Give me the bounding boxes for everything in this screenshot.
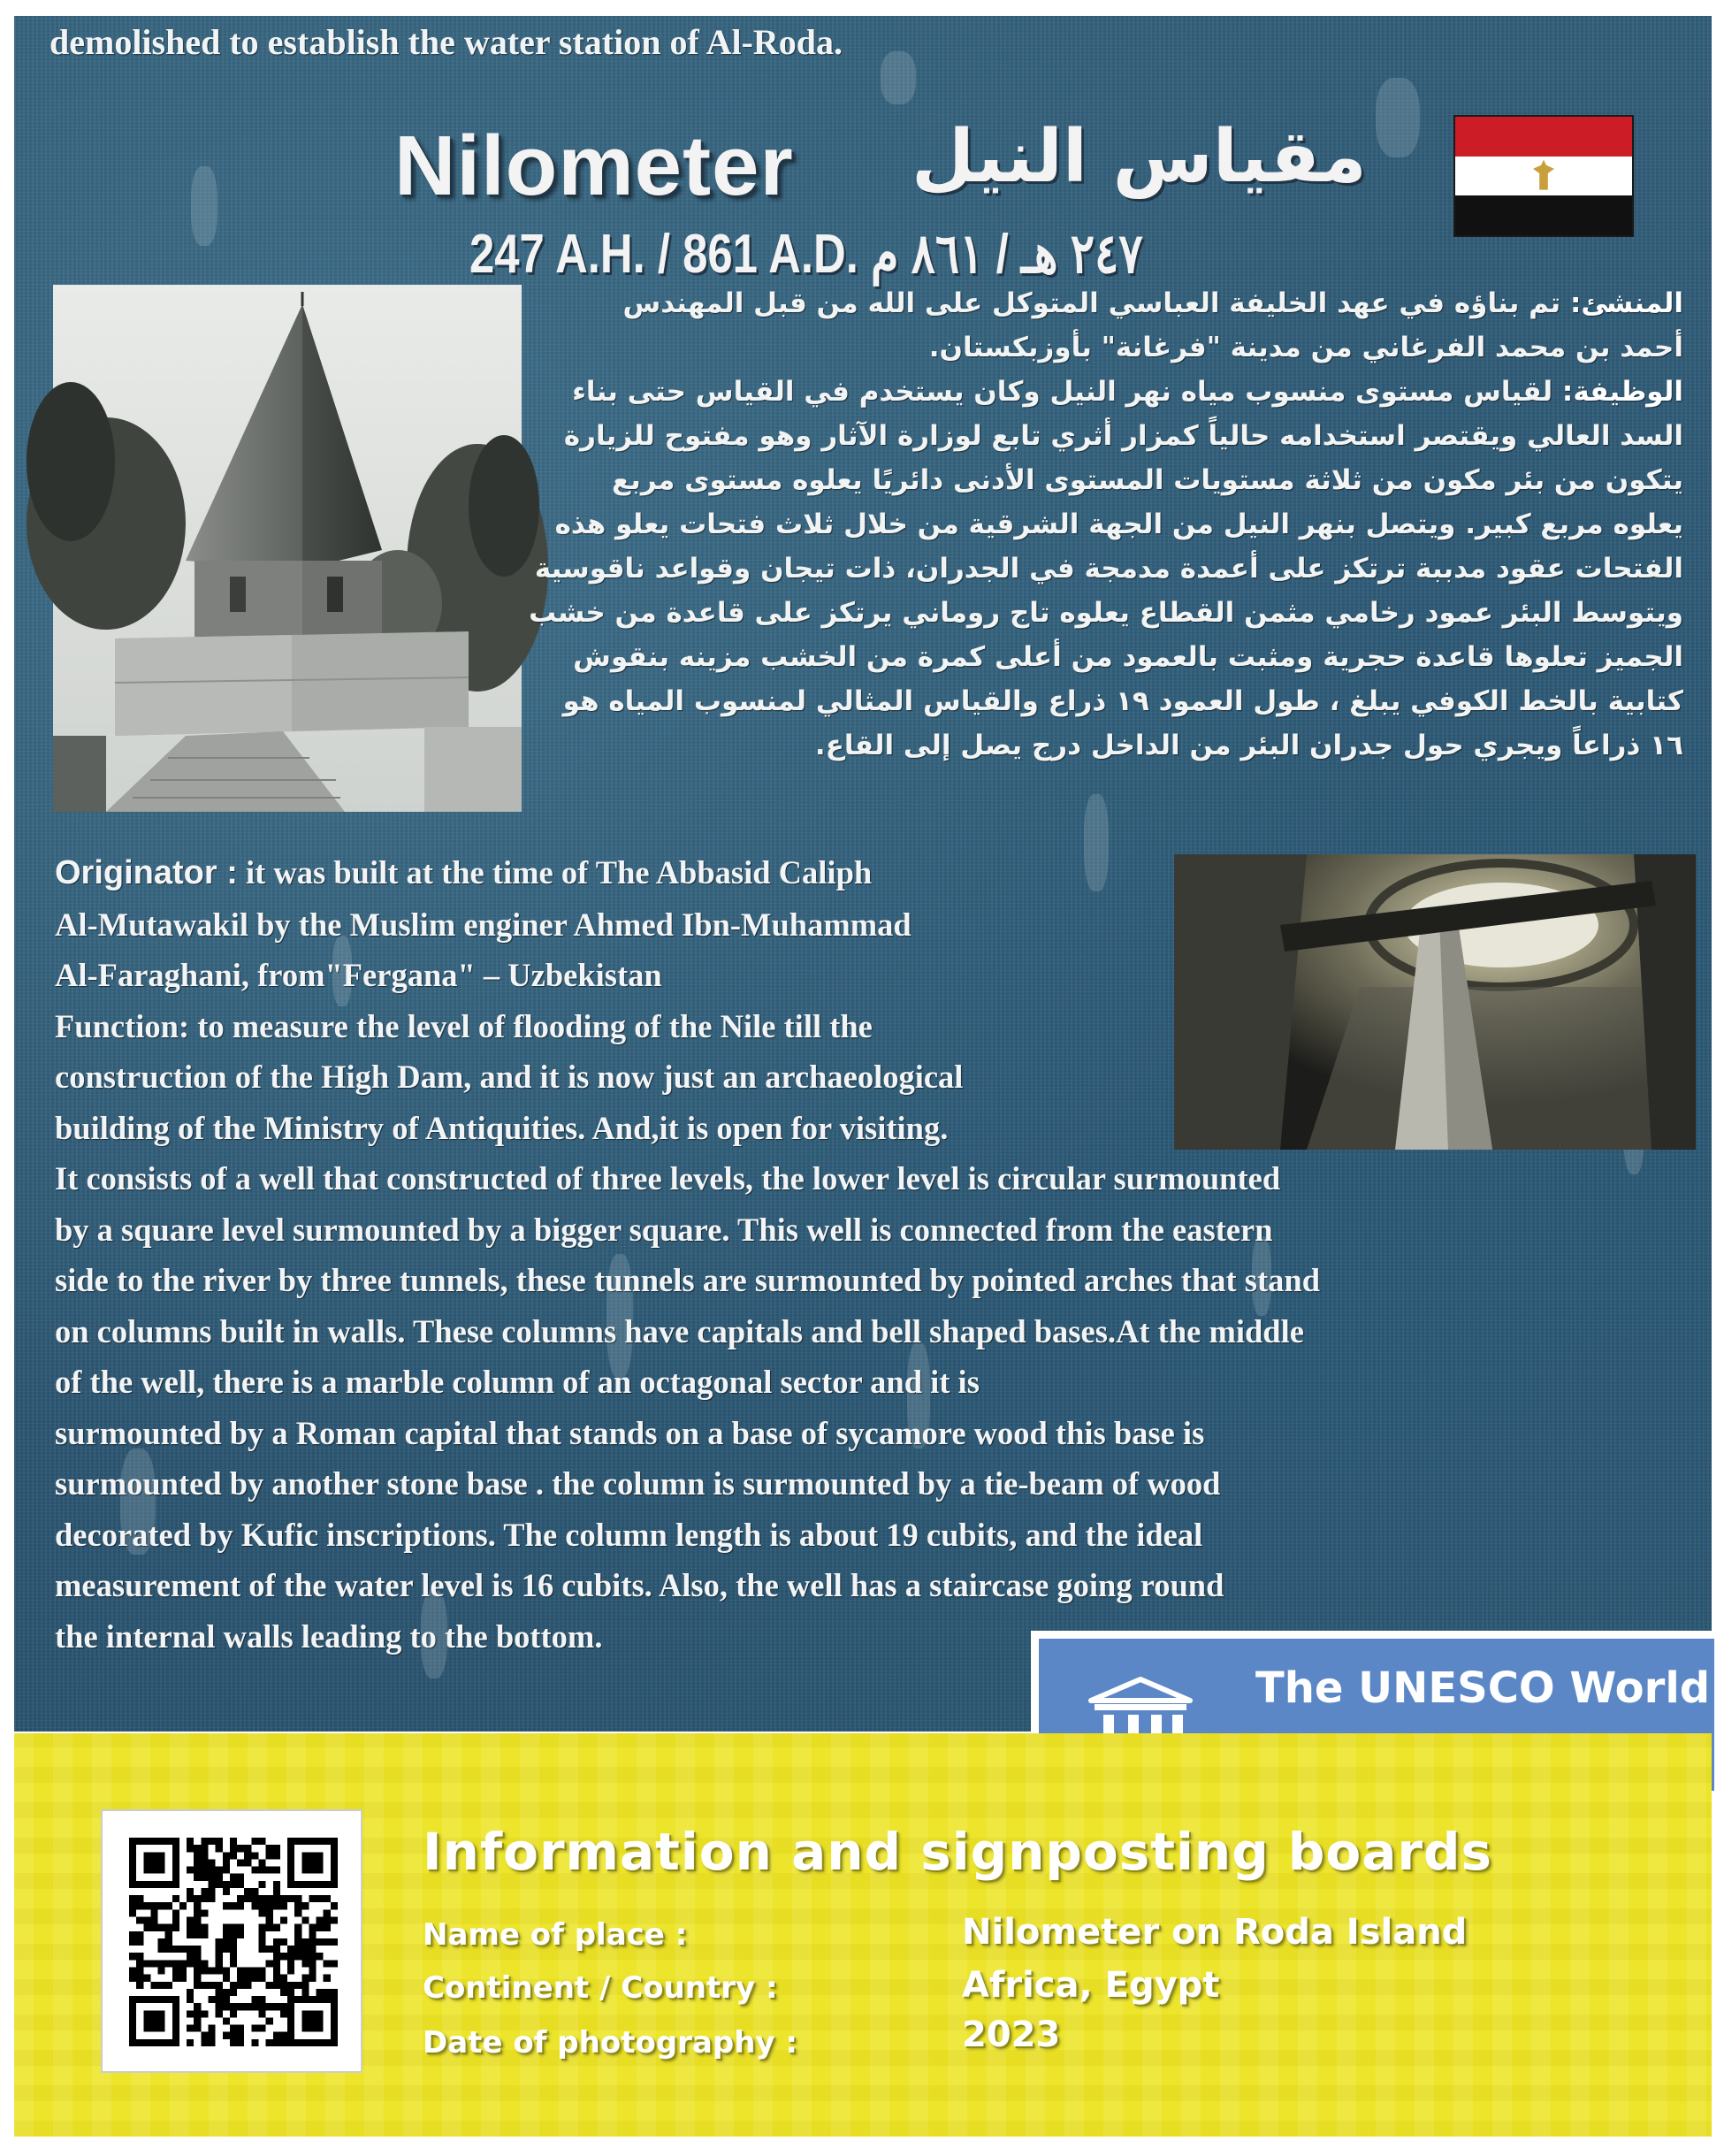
english-text: the internal walls leading to the bottom. <box>55 1617 603 1655</box>
english-line <box>55 899 1320 951</box>
english-line <box>55 950 1320 1001</box>
arabic-text: ١٦ ذراعاً ويجري حول جدران البئر من الداخل درج يصل إلى القاع. <box>814 730 1683 761</box>
english-line <box>55 1103 1320 1154</box>
arabic-line <box>536 723 1683 768</box>
english-line <box>55 1560 1320 1611</box>
continent-country-label: Continent / Country : <box>423 1970 778 2006</box>
qr-code-icon[interactable] <box>129 1838 338 2046</box>
name-of-place-value: Nilometer on Roda Island <box>962 1912 1468 1953</box>
arabic-text: لقياس مستوى منسوب مياه نهر النيل وكان يستخدم في القياس حتى بناء <box>572 376 1562 408</box>
arabic-text: يعلوه مربع كبير. ويتصل بنهر النيل من الجهة الشرقية من خلال ثلاث فتحات يعلو هذه <box>554 508 1683 540</box>
english-line <box>55 1204 1320 1256</box>
unesco-title: The UNESCO World <box>1255 1663 1711 1713</box>
arabic-label: الوظيفة: <box>1561 376 1683 408</box>
english-text: measurement of the water level is 16 cubits. Also, the well has a staircase going round <box>55 1567 1224 1603</box>
arabic-line <box>536 679 1683 723</box>
english-description <box>55 847 1320 1662</box>
nilometer-exterior-photo <box>53 285 522 812</box>
english-line <box>55 1306 1320 1357</box>
english-label: Originator : <box>55 854 238 891</box>
arabic-text: يتكون من بئر مكون من ثلاثة مستويات المستوى الأدنى دائريًا يعلوه مستوى مربع <box>612 464 1683 496</box>
english-line <box>55 1255 1320 1306</box>
english-text: it was built at the time of The Abbasid Caliph <box>237 854 873 891</box>
arabic-line <box>536 547 1683 591</box>
arabic-text: الفتحات عقود مدببة ترتكز على أعمدة مدمجة في الجدران، ذات تيجان وقواعد ناقوسية <box>534 553 1683 585</box>
eagle-icon <box>1533 160 1554 190</box>
english-text: Al-Faraghani, from"Fergana" – Uzbekistan <box>55 957 662 993</box>
arabic-description <box>529 281 1683 768</box>
name-of-place-label: Name of place : <box>423 1917 688 1953</box>
english-text: It consists of a well that constructed of three levels, the lower level is circular surmounted <box>55 1160 1281 1197</box>
arabic-line <box>529 591 1683 635</box>
arabic-line <box>536 281 1683 325</box>
arabic-line <box>536 370 1683 414</box>
english-line <box>55 1051 1320 1103</box>
arabic-line <box>536 635 1683 679</box>
arabic-text: كتابية بالخط الكوفي يبلغ ، طول العمود ١٩ ذراع والقياس المثالي لمنسوب المياه هو <box>562 685 1683 717</box>
english-text: Al-Mutawakil by the Muslim enginer Ahmed Ibn-Muhammad <box>55 906 912 943</box>
english-text: surmounted by another stone base . the column is surmounted by a tie-beam of wood <box>55 1465 1221 1502</box>
english-line <box>55 1458 1320 1510</box>
english-text: building of the Ministry of Antiquities. And,it is open for visiting. <box>55 1109 949 1146</box>
arabic-text: السد العالي ويقتصر استخدامه حالياً كمزار أثري تابع لوزارة الآثار وهو مفتوح للزيارة <box>563 420 1683 452</box>
arabic-line <box>536 414 1683 458</box>
english-text: of the well, there is a marble column of an octagonal sector and it is <box>55 1364 980 1400</box>
qr-frame <box>101 1809 362 2073</box>
english-text: by a square level surmounted by a bigger square. This well is connected from the eastern <box>55 1211 1273 1248</box>
weathering-mark <box>1376 78 1420 157</box>
continent-country-value: Africa, Egypt <box>962 1965 1220 2006</box>
english-line <box>55 1153 1320 1204</box>
sign-title-arabic: مقياس النيل <box>912 115 1367 199</box>
sign-title-english: Nilometer <box>394 119 794 213</box>
english-text: side to the river by three tunnels, these tunnels are surmounted by pointed arches that stand <box>55 1262 1321 1298</box>
date-of-photography-value: 2023 <box>962 2015 1061 2055</box>
weathering-mark <box>881 51 916 104</box>
arabic-text: أحمد بن محمد الفرغاني من مدينة "فرغانة" بأوزبكستان. <box>928 332 1683 363</box>
english-text: surmounted by a Roman capital that stands on a base of sycamore wood this base is <box>55 1414 1205 1451</box>
footer-heading: Information and signposting boards <box>423 1822 1493 1882</box>
sign-date-line: 247 A.H. / 861 A.D. ٢٤٧ هـ / ٨٦١ م <box>469 224 1143 285</box>
english-text: decorated by Kufic inscriptions. The column length is about 19 cubits, and the ideal <box>55 1516 1203 1553</box>
arabic-text: تم بناؤه في عهد الخليفة العباسي المتوكل على الله من قبل المهندس <box>622 287 1570 319</box>
sign-top-line: demolished to establish the water station of Al-Roda. <box>50 22 843 62</box>
english-text: Function: to measure the level of flooding of the Nile till the <box>55 1007 873 1044</box>
english-text: construction of the High Dam, and it is now just an archaeological <box>55 1059 964 1095</box>
arabic-line <box>536 502 1683 547</box>
arabic-line <box>536 325 1683 370</box>
arabic-text: ويتوسط البئر عمود رخامي مثمن القطاع يعلوه تاج روماني يرتكز على قاعدة من خشب <box>529 597 1683 629</box>
english-text: on columns built in walls. These columns have capitals and bell shaped bases.At the middle <box>55 1312 1304 1349</box>
egypt-flag-icon <box>1453 115 1634 237</box>
arabic-label: المنشئ: <box>1569 287 1683 319</box>
arabic-line <box>536 458 1683 502</box>
english-line <box>55 1357 1320 1408</box>
english-line <box>55 1001 1320 1052</box>
info-footer <box>14 1733 1712 2137</box>
weathering-mark <box>191 166 217 246</box>
english-line <box>55 847 1320 899</box>
english-line <box>55 1510 1320 1561</box>
arabic-text: الجميز تعلوها قاعدة حجرية ومثبت بالعمود من أعلى كمرة من الخشب مزينه بنقوش <box>573 641 1683 673</box>
date-of-photography-label: Date of photography : <box>423 2025 798 2060</box>
english-line <box>55 1408 1320 1459</box>
info-sign <box>14 16 1712 1732</box>
